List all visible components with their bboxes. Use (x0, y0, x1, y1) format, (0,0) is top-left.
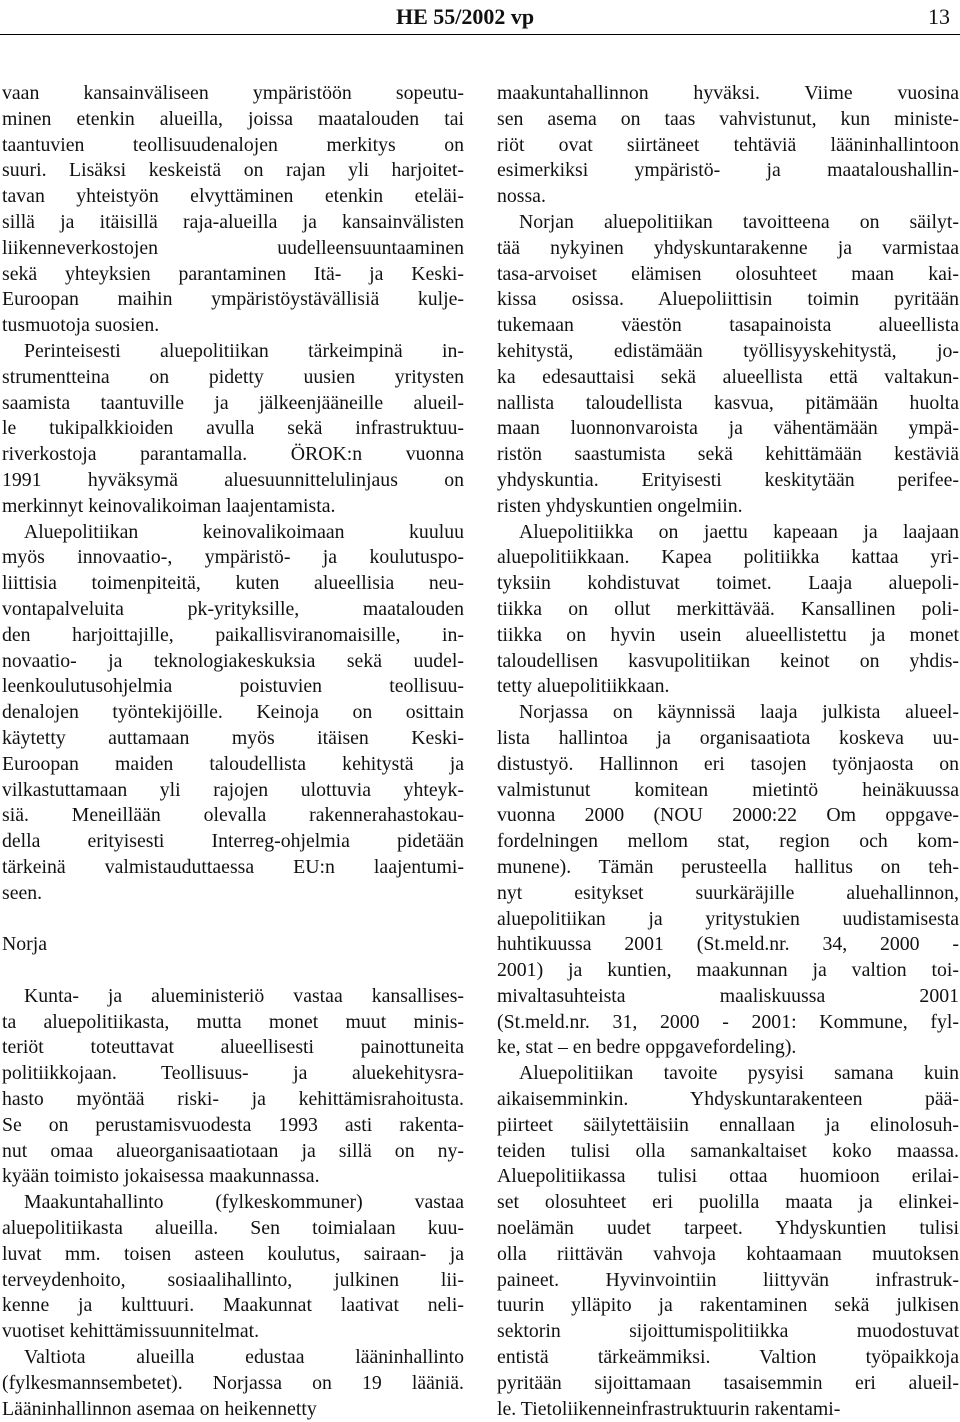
text-line: luvat mm. toisen asteen koulutus, sairaan- ja (2, 1242, 464, 1265)
text-line: Perinteisesti aluepolitiikan tärkeimpinä in- (24, 339, 464, 362)
text-line: merkinnyt keinovalikoiman laajentamista. (2, 494, 336, 517)
text-line: teriöt toteuttavat alueellisesti painottuneita (2, 1036, 464, 1059)
text-line: vontapalveluita pk-yrityksille, maatalouden (2, 597, 464, 620)
text-line: munene). Tämän perusteella hallitus on teh- (497, 855, 959, 878)
text-line: hasto myöntää riski- ja kehittämisrahoitusta. (2, 1088, 464, 1111)
text-line: taantuvien teollisuudenalojen merkitys on (2, 133, 464, 156)
text-line: (fylkesmannsembetet). Norjassa on 19 lääniä. (2, 1371, 464, 1394)
text-line: tuurin ylläpito ja rakentaminen sekä julkisen (497, 1294, 959, 1317)
page-header (0, 0, 960, 34)
text-line: vaan kansainväliseen ympäristöön sopeutu- (2, 82, 464, 104)
text-line: saamista taantuville ja jälkeenjääneille alueil- (2, 391, 464, 414)
text-line: distustyö. Hallinnon eri tasojen työnjaosta on (497, 752, 959, 775)
text-line: kyään toimisto jokaisessa maakunnassa. (2, 1165, 320, 1188)
text-line: kissa osissa. Aluepoliittisin toimin pyritään (497, 288, 959, 311)
text-line: le tukipalkkioiden avulla sekä infrastruktuu- (2, 417, 464, 440)
text-line: tetty aluepolitiikkaan. (497, 675, 670, 698)
page-number: 13 (928, 4, 950, 29)
text-line: tiikka on hyvin usein alueellistettu ja monet (497, 623, 959, 646)
text-line: sen asema on taas vahvistunut, kun ministe- (497, 107, 959, 130)
text-line: käytetty auttamaan myös itäisen Keski- (2, 726, 464, 749)
section-heading: Norja (2, 933, 48, 956)
text-line: (St.meld.nr. 31, 2000 - 2001: Kommune, fyl- (497, 1010, 959, 1033)
text-line: le. Tietoliikenneinfrastruktuurin rakentami- (497, 1397, 841, 1420)
text-line: tärkeinä valmistauduttaessa EU:n laajentumi- (2, 855, 464, 878)
text-line: tusmuotoja suosien. (2, 314, 160, 337)
text-line: nossa. (497, 185, 546, 208)
text-line: aluepolitiikkaan. Kapea politiikka kattaa yri- (497, 546, 959, 569)
text-line: kenne ja kulttuuri. Maakunnat laativat neli- (2, 1294, 464, 1317)
text-line: seen. (2, 881, 43, 904)
text-line: 1991 hyväksymä aluesuunnittelulinjaus on (2, 468, 464, 491)
text-line: maan luonnonvaroista ja vähentämään ympä- (497, 417, 959, 440)
text-line: liikenneverkostojen uudelleensuuntaaminen (2, 236, 464, 259)
text-line: vuotiset kehittämissuunnitelmat. (2, 1320, 260, 1343)
text-line: Aluepolitiikka on jaettu kapeaan ja laajaan (519, 520, 959, 543)
document-id: HE 55/2002 vp (396, 4, 535, 29)
text-line: Euroopan maihin ympäristöystävällisiä kulje- (2, 288, 464, 311)
text-line: politiikkojaan. Teollisuus- ja aluekehitysra- (2, 1062, 464, 1085)
text-line: ristön saastumista sekä kehittämään kestäviä (497, 443, 959, 466)
text-line: aluepolitiikasta alueilla. Sen toimialaan kuu- (2, 1217, 464, 1240)
text-line: tukemaan väestön tasapainoista alueellista (497, 314, 959, 337)
text-line: Kunta- ja alueministeriö vastaa kansallises- (24, 984, 464, 1007)
text-line: Euroopan maiden taloudellista kehitystä ja (2, 752, 464, 775)
text-line: sekä yhteyksien parantaminen Itä- ja Keski- (2, 262, 464, 285)
text-line: nallista taloudellista kasvua, pitämään huolta (497, 391, 959, 414)
text-line: siä. Meneillään olevalla rakennerahastokau- (2, 804, 464, 827)
text-line: maakuntahallinnon hyväksi. Viime vuosina (497, 82, 959, 104)
text-line: ke, stat – en bedre oppgavefordeling). (497, 1036, 797, 1059)
text-line: aikaisemminkin. Yhdyskuntarakenteen pää- (497, 1088, 959, 1111)
text-line: tiikka on ollut merkittävää. Kansallinen poli- (497, 597, 959, 620)
text-line: paineet. Hyvinvointiin liittyvän infrastruk- (497, 1268, 959, 1291)
text-line: ka edesauttaisi sekä alueellista että valtakun- (497, 365, 959, 388)
text-line: della erityisesti Interreg-ohjelmia pidetään (2, 830, 464, 853)
text-line: myös innovaatio-, ympäristö- ja koulutuspo- (2, 546, 464, 569)
text-line: tää nykyinen yhdyskuntarakenne ja varmistaa (497, 236, 959, 259)
text-line: piirteet säilytettäisiin ennallaan ja elinolosuh- (497, 1113, 959, 1136)
text-line: Aluepolitiikan keinovalikoimaan kuuluu (24, 520, 464, 543)
text-line: kehitystä, edistämään työllisyyskehitystä, jo- (497, 339, 959, 362)
text-line: risten yhdyskuntien ongelmiin. (497, 494, 743, 517)
text-line: sillä ja itäisillä raja-alueilla ja kansainvälisten (2, 210, 464, 233)
text-line: strumentteina on pidetty uusien yritysten (2, 365, 464, 388)
text-line: aluepolitiikan ja yritystukien uudistamisesta (497, 907, 959, 930)
text-line: Norjan aluepolitiikan tavoitteena on säilyt- (519, 210, 959, 233)
text-line: leenkoulutusohjelmia poistuvien teollisuu- (2, 675, 464, 698)
text-line: Aluepolitiikan tavoite pysyisi samana kuin (519, 1062, 959, 1085)
text-line: suuri. Lisäksi keskeistä on rajan yli harjoitet- (2, 159, 464, 182)
text-line: teiden tulisi olla samankaltaiset koko maassa. (497, 1139, 959, 1162)
text-line: riöt ovat siirtäneet tehtäviä lääninhallintoon (497, 133, 959, 156)
text-line: noelämän uudet tarpeet. Yhdyskuntien tulisi (497, 1217, 959, 1240)
right-text-column (497, 81, 959, 1422)
text-line: liittisia toimenpiteitä, kuten alueellisia neu- (2, 572, 464, 595)
text-line: novaatio- ja teknologiakeskuksia sekä uudel- (2, 649, 464, 672)
text-line: pyritään sijoittamaan tasaisemmin eri alueil- (497, 1371, 959, 1394)
text-line: 2001) ja kuntien, maakunnan ja valtion toi- (497, 959, 959, 982)
text-line: tasa-arvoiset elämisen olosuhteet maan kai- (497, 262, 959, 285)
text-line: entistä tärkeämmiksi. Valtion työpaikkoja (497, 1346, 959, 1369)
text-line: riverkostoja parantamalla. ÖROK:n vuonna (2, 443, 464, 466)
text-line: vuonna 2000 (NOU 2000:22 Om oppgave- (497, 804, 959, 827)
text-line: set olosuhteet eri puolilla maata ja elinkei- (497, 1191, 959, 1214)
text-line: sektorin sijoittumispolitiikka muodostuvat (497, 1320, 959, 1343)
text-line: taloudellisen kasvupolitiikan keinot on yhdis- (497, 649, 959, 672)
text-line: Valtiota alueilla edustaa lääninhallinto (24, 1346, 464, 1369)
text-line: esimerkiksi ympäristö- ja maataloushallin- (497, 159, 959, 182)
text-line: Maakuntahallinto (fylkeskommuner) vastaa (24, 1191, 464, 1214)
blank-line (2, 907, 464, 933)
header-rule (0, 34, 960, 35)
text-line: nut omaa alueorganisaatiotaan ja sillä on ny- (2, 1139, 464, 1162)
text-line: Se on perustamisvuodesta 1993 asti rakenta- (2, 1113, 464, 1136)
text-line: Norjassa on käynnissä laaja julkista alueel- (519, 701, 959, 724)
text-line: Lääninhallinnon asemaa on heikennetty (2, 1397, 317, 1420)
blank-line (2, 958, 464, 984)
text-line: olla riittävän vahvoja kohtaamaan muutoksen (497, 1242, 959, 1265)
text-line: minen etenkin alueilla, joissa maatalouden tai (2, 107, 464, 130)
text-line: mivaltasuhteista maaliskuussa 2001 (497, 984, 959, 1007)
text-line: yhdyskuntia. Erityisesti keskitytään perifee- (497, 468, 959, 491)
left-text-column (2, 81, 464, 1422)
text-line: fordelningen mellom stat, region och kom- (497, 830, 959, 853)
text-line: valmistunut komitean mietintö heinäkuussa (497, 778, 959, 801)
text-line: denalojen työntekijöille. Keinoja on osittain (2, 701, 464, 724)
text-line: huhtikuussa 2001 (St.meld.nr. 34, 2000 - (497, 933, 959, 956)
text-line: den harjoittajille, paikallisviranomaisille, in- (2, 623, 464, 646)
text-line: terveydenhoito, sosiaalihallinto, julkinen lii- (2, 1268, 464, 1291)
text-line: Aluepolitiikassa tulisi ottaa huomioon erilai- (497, 1165, 959, 1188)
text-line: lista hallintoa ja organisaatiota koskeva uu- (497, 726, 959, 749)
text-line: tavan yhteistyön elvyttäminen etenkin eteläi- (2, 185, 464, 208)
text-line: tyksiin kohdistuvat toimet. Laaja aluepoli- (497, 572, 959, 595)
text-line: vilkastuttamaan yli rajojen ulottuvia yhteyk- (2, 778, 464, 801)
text-line: nyt esitykset suurkäräjille aluehallinnon, (497, 881, 959, 904)
text-line: ta aluepolitiikasta, mutta monet muut minis- (2, 1010, 464, 1033)
